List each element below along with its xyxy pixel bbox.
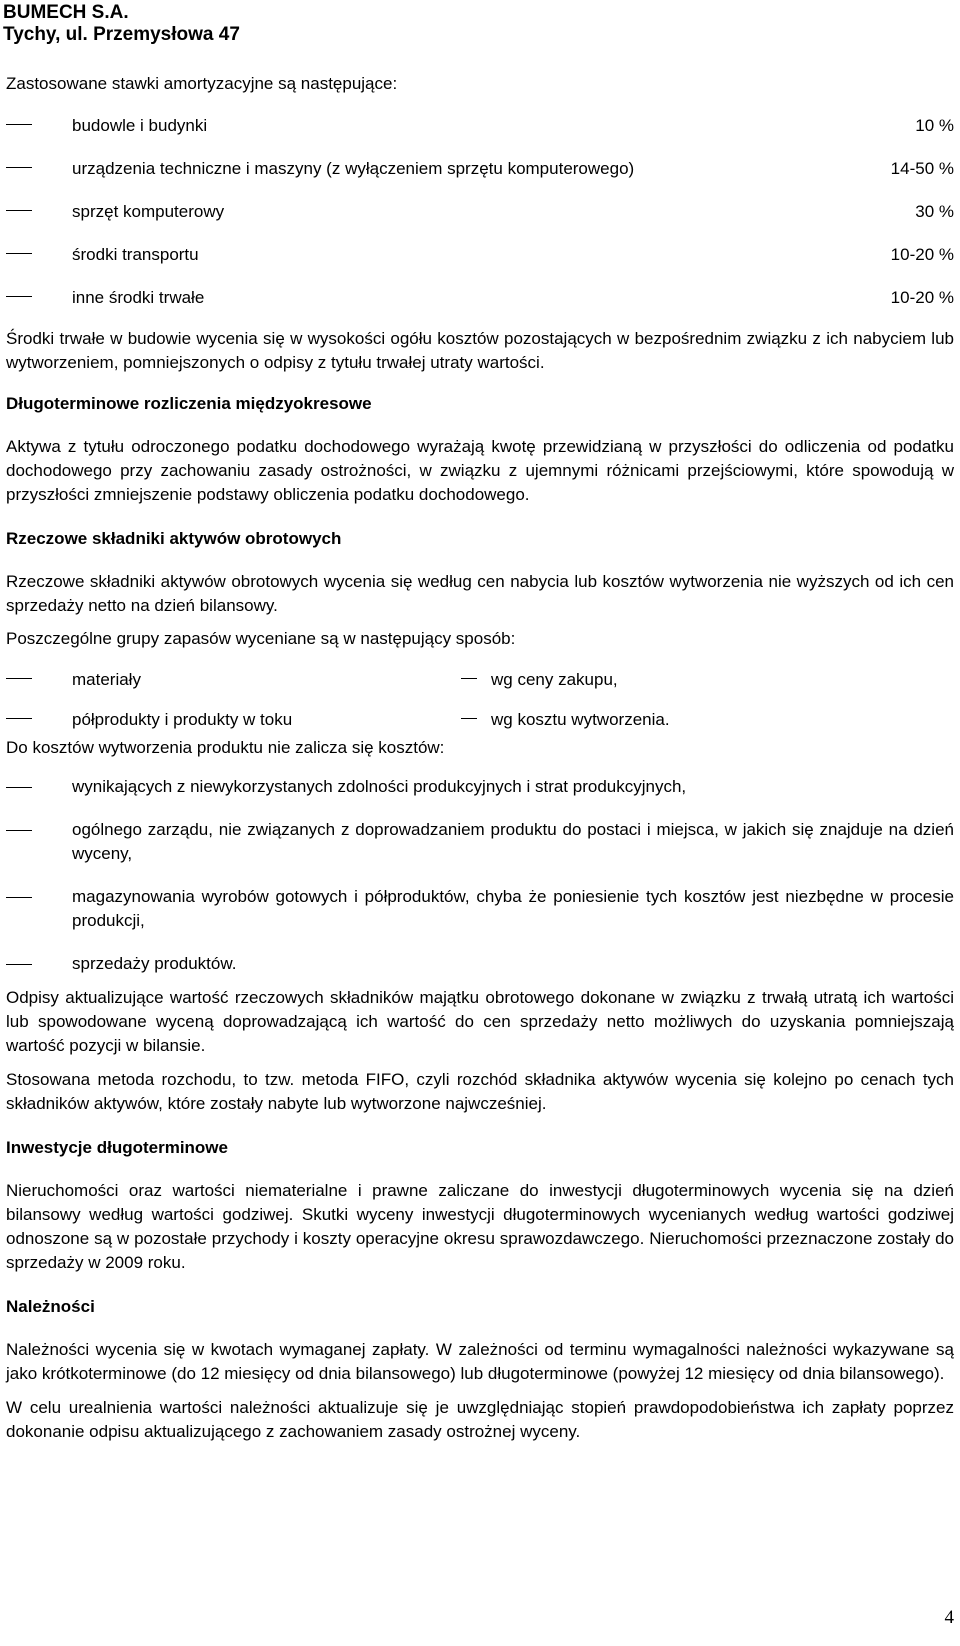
rate-row [6,243,954,267]
section-title-investments: Inwestycje długoterminowe [6,1138,228,1157]
exclusion-item [6,818,954,866]
dash-bullet-icon [6,787,32,788]
exclusion-item [6,952,954,976]
writeoffs-text: Odpisy aktualizujące wartość rzeczowych składników majątku obrotowego dokonane w związku z trwałą utratą ich wartości lub spowodowane wyceną doprowadzającą ich wartość do cen sprzedaży netto możliwych do uzyskania pomniejszają wartość pozycji w bilansie. [6,988,954,1055]
rate-value: 10-20 % [890,288,954,307]
dash-bullet-icon [6,897,32,898]
investments-text: Nieruchomości oraz wartości niematerialne i prawne zaliczane do inwestycji długoterminowych wycenia się na dzień bilansowy według wartości godziwej. Skutki wyceny inwestycji długoterminowych wycenianych według wartości godziwej odnoszone są w pozostałe przychody i koszty operacyjne okresu sprawozdawczego. Nieruchomości przeznaczone zostały do sprzedaży w 2009 roku. [6,1181,954,1272]
depreciation-valuation: Środki trwałe w budowie wycenia się w wysokości ogółu kosztów pozostających w bezpośrednim związku z ich nabyciem lub wytworzeniem, pomniejszonych o odpisy z tytułu trwałej utraty wartości. [6,329,954,372]
dash-bullet-icon [6,296,32,297]
inventory-item: półprodukty i produkty w toku [72,710,293,729]
rate-label: inne środki trwałe [72,288,205,307]
rate-value: 10-20 % [890,245,954,264]
dash-bullet-icon [6,124,32,125]
dash-bullet-icon [6,718,32,719]
inventory-group-row [6,708,954,732]
dash-bullet-icon [6,678,32,679]
dash-bullet-icon [6,830,32,831]
inventory-method: wg kosztu wytworzenia. [491,710,670,729]
rate-row [6,157,954,181]
section-title-receivables: Należności [6,1297,95,1316]
exclusion-text: magazynowania wyrobów gotowych i półproduktów, chyba że poniesienie tych kosztów jest niezbędne w procesie produkcji, [72,887,954,930]
rate-row [6,200,954,224]
exclusions-intro: Do kosztów wytworzenia produktu nie zalicza się kosztów: [6,738,445,757]
long-term-text: Aktywa z tytułu odroczonego podatku dochodowego wyrażają kwotę przewidzianą w przyszłości do odliczenia od podatku dochodowego przy zachowaniu zasady ostrożności, w związku z ujemnymi różnicami przejściowymi, które spowodują w przyszłości zmniejszenie podstawy obliczenia podatku dochodowego. [6,437,954,504]
inventory-group-row [6,668,954,692]
section-title-current-assets: Rzeczowe składniki aktywów obrotowych [6,529,342,548]
rate-label: środki transportu [72,245,199,264]
dash-icon [461,678,477,679]
rate-value: 14-50 % [890,159,954,178]
rate-row [6,286,954,310]
exclusion-text: sprzedaży produktów. [72,954,237,973]
dash-bullet-icon [6,210,32,211]
rate-value: 30 % [915,202,954,221]
dash-bullet-icon [6,167,32,168]
groups-intro: Poszczególne grupy zapasów wyceniane są w następujący sposób: [6,629,516,648]
fifo-text: Stosowana metoda rozchodu, to tzw. metoda FIFO, czyli rozchód składnika aktywów wycenia się kolejno po cenach tych składników aktywów, które zostały nabyte lub wytworzone najwcześniej. [6,1070,954,1113]
depreciation-rates-list [6,114,954,310]
inventory-item: materiały [72,670,141,689]
rate-label: budowle i budynki [72,116,208,135]
page-number: 4 [944,1607,954,1628]
company-address: Tychy, ul. Przemysłowa 47 [3,24,240,45]
dash-bullet-icon [6,253,32,254]
rate-value: 10 % [915,116,954,135]
current-assets-text: Rzeczowe składniki aktywów obrotowych wycenia się według cen nabycia lub kosztów wytworzenia nie wyższych od ich cen sprzedaży netto na dzień bilansowy. [6,572,954,615]
receivables-text-1: Należności wycenia się w kwotach wymaganej zapłaty. W zależności od terminu wymagalności należności wykazywane są jako krótkoterminowe (do 12 miesięcy od dnia bilansowego) lub długoterminowe (powyżej 12 miesięcy od dnia bilansowego). [6,1340,954,1383]
exclusion-text: ogólnego zarządu, nie związanych z doprowadzaniem produktu do postaci i miejsca, w jakich się znajduje na dzień wyceny, [72,820,954,863]
rate-row [6,114,954,138]
exclusion-item [6,885,954,933]
receivables-text-2: W celu urealnienia wartości należności aktualizuje się je uwzględniając stopień prawdopodobieństwa ich zapłaty poprzez dokonanie odpisu aktualizującego z zachowaniem zasady ostrożnej wyceny. [6,1398,954,1441]
exclusion-text: wynikających z niewykorzystanych zdolności produkcyjnych i strat produkcyjnych, [72,777,687,796]
document-body [6,72,954,1444]
dash-bullet-icon [6,964,32,965]
inventory-method: wg ceny zakupu, [491,670,618,689]
exclusion-item [6,775,954,799]
section-title-long-term: Długoterminowe rozliczenia międzyokresowe [6,394,372,413]
depreciation-intro: Zastosowane stawki amortyzacyjne są następujące: [6,74,398,93]
rate-label: urządzenia techniczne i maszyny (z wyłączeniem sprzętu komputerowego) [72,159,635,178]
rate-label: sprzęt komputerowy [72,202,225,221]
company-name: BUMECH S.A. [3,2,129,23]
dash-icon [461,718,477,719]
page-header [3,2,240,46]
